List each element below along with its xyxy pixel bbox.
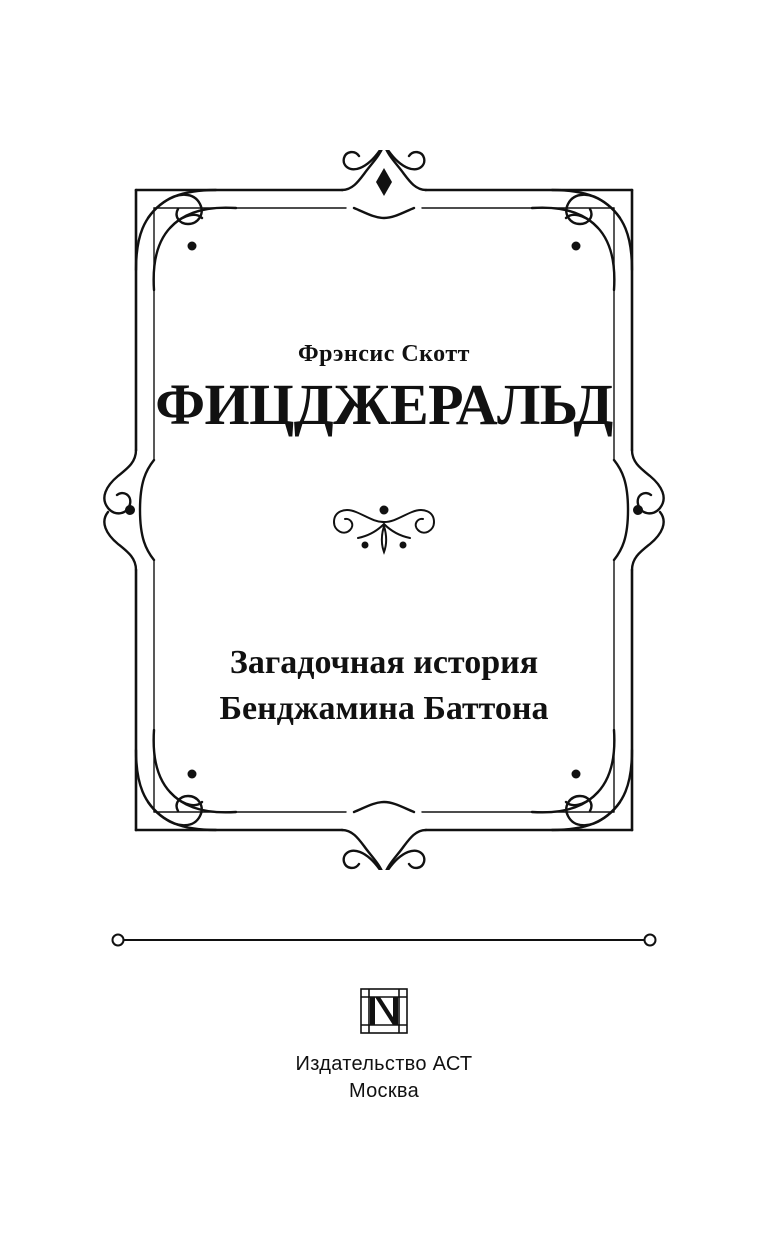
title-text-group [156,210,612,810]
ornamental-title-frame [96,150,672,870]
publisher-block [0,985,768,1103]
book-title [220,640,549,732]
publisher-city: Москва [348,1080,420,1102]
leaf-flourish-ornament-icon [319,498,449,568]
author-first-name: Фрэнсис Скотт [298,341,470,367]
ast-monogram-logo-icon [353,985,415,1041]
divider-rule [110,930,658,950]
publisher-name: Издательство АСТ [295,1053,473,1075]
book-title-line-1: Загадочная история [229,643,539,681]
author-last-name: ФИЦДЖЕРАЛЬД [155,371,613,437]
book-title-line-2: Бенджамина Баттона [219,689,549,727]
